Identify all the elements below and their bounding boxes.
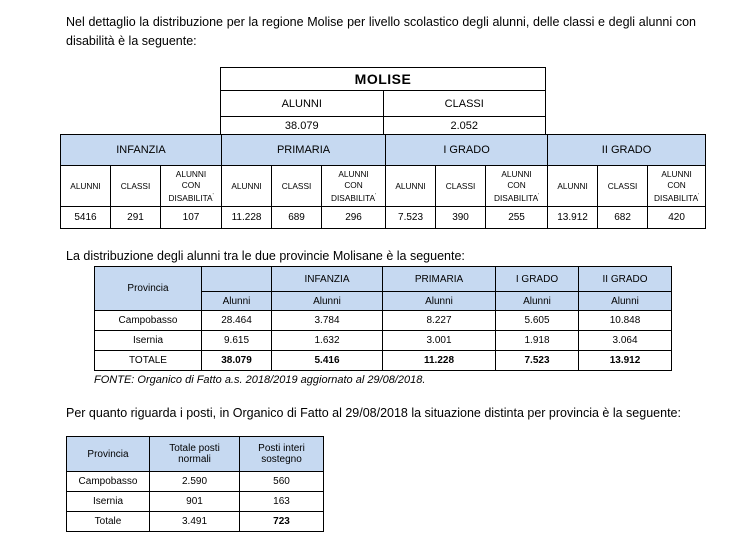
primaria-disab: 296 [322, 207, 386, 229]
posti-intro: Per quanto riguarda i posti, in Organico di Fatto al 29/08/2018 la situazione distinta per provincia è la seguente: [66, 406, 681, 420]
province-cell: 3.064 [579, 331, 672, 351]
province-total-cell: 13.912 [579, 351, 672, 371]
province-cell: 1.632 [272, 331, 383, 351]
subheader-classi: CLASSI [111, 166, 161, 207]
province-total-cell: 11.228 [383, 351, 496, 371]
province-alunni-label: Alunni [272, 292, 383, 311]
province-col-infanzia: INFANZIA [272, 267, 383, 292]
posti-table [66, 436, 324, 532]
posti-row-name: Campobasso [67, 472, 150, 492]
province-alunni-label: Alunni [579, 292, 672, 311]
province-table [94, 266, 672, 371]
primaria-classi: 689 [272, 207, 322, 229]
subheader-classi: CLASSI [598, 166, 648, 207]
i-grado-classi: 390 [436, 207, 486, 229]
posti-cell: 3.491 [150, 512, 240, 532]
province-row-name: Isernia [95, 331, 202, 351]
province-total-cell: 7.523 [496, 351, 579, 371]
infanzia-disab: 107 [161, 207, 222, 229]
infanzia-alunni: 5416 [61, 207, 111, 229]
province-col-provincia: Provincia [95, 267, 202, 311]
level-header-i-grado: I GRADO [386, 135, 548, 166]
province-total-cell: 5.416 [272, 351, 383, 371]
province-cell: 1.918 [496, 331, 579, 351]
province-row-name: Campobasso [95, 311, 202, 331]
ii-grado-alunni: 13.912 [548, 207, 598, 229]
i-grado-disab: 255 [486, 207, 548, 229]
i-grado-alunni: 7.523 [386, 207, 436, 229]
subheader-disab: ALUNNI CON DISABILITA' [648, 166, 706, 207]
province-cell: 10.848 [579, 311, 672, 331]
molise-classi-value: 2.052 [383, 117, 546, 135]
posti-col-sostegno: Posti interi sostegno [240, 437, 324, 472]
subheader-alunni: ALUNNI [61, 166, 111, 207]
province-cell: 3.001 [383, 331, 496, 351]
province-cell: 28.464 [202, 311, 272, 331]
posti-row-name: Isernia [67, 492, 150, 512]
province-row-name: TOTALE [95, 351, 202, 371]
subheader-classi: CLASSI [436, 166, 486, 207]
province-col-i-grado: I GRADO [496, 267, 579, 292]
posti-cell: 901 [150, 492, 240, 512]
levels-table [60, 134, 706, 229]
province-cell: 8.227 [383, 311, 496, 331]
posti-row-name: Totale [67, 512, 150, 532]
subheader-alunni: ALUNNI [386, 166, 436, 207]
level-header-infanzia: INFANZIA [61, 135, 222, 166]
province-cell: 3.784 [272, 311, 383, 331]
posti-col-normali: Totale posti normali [150, 437, 240, 472]
primaria-alunni: 11.228 [222, 207, 272, 229]
province-alunni-label: Alunni [383, 292, 496, 311]
posti-total-sostegno: 723 [240, 512, 324, 532]
molise-classi-label: CLASSI [383, 91, 546, 117]
source-note: FONTE: Organico di Fatto a.s. 2018/2019 aggiornato al 29/08/2018. [94, 374, 426, 386]
province-cell: 9.615 [202, 331, 272, 351]
ii-grado-classi: 682 [598, 207, 648, 229]
province-cell: 5.605 [496, 311, 579, 331]
molise-alunni-label: ALUNNI [221, 91, 384, 117]
molise-summary-table [220, 67, 546, 135]
posti-cell: 560 [240, 472, 324, 492]
subheader-disab: ALUNNI CON DISABILITA' [161, 166, 222, 207]
level-header-primaria: PRIMARIA [222, 135, 386, 166]
posti-cell: 2.590 [150, 472, 240, 492]
posti-col-provincia: Provincia [67, 437, 150, 472]
subheader-disab: ALUNNI CON DISABILITA' [486, 166, 548, 207]
province-col-ii-grado: II GRADO [579, 267, 672, 292]
province-intro: La distribuzione degli alunni tra le due provincie Molisane è la seguente: [66, 249, 465, 263]
molise-title: MOLISE [221, 68, 546, 91]
molise-alunni-value: 38.079 [221, 117, 384, 135]
province-alunni-label: Alunni [202, 292, 272, 311]
subheader-disab: ALUNNI CON DISABILITA' [322, 166, 386, 207]
infanzia-classi: 291 [111, 207, 161, 229]
posti-cell: 163 [240, 492, 324, 512]
province-alunni-label: Alunni [496, 292, 579, 311]
ii-grado-disab: 420 [648, 207, 706, 229]
subheader-alunni: ALUNNI [222, 166, 272, 207]
intro-paragraph: Nel dettaglio la distribuzione per la regione Molise per livello scolastico degli alunni, delle classi e degli alunni con disabilità è la seguente: [66, 15, 696, 48]
province-empty-header [202, 267, 272, 292]
subheader-classi: CLASSI [272, 166, 322, 207]
province-total-cell: 38.079 [202, 351, 272, 371]
subheader-alunni: ALUNNI [548, 166, 598, 207]
province-col-primaria: PRIMARIA [383, 267, 496, 292]
level-header-ii-grado: II GRADO [548, 135, 706, 166]
